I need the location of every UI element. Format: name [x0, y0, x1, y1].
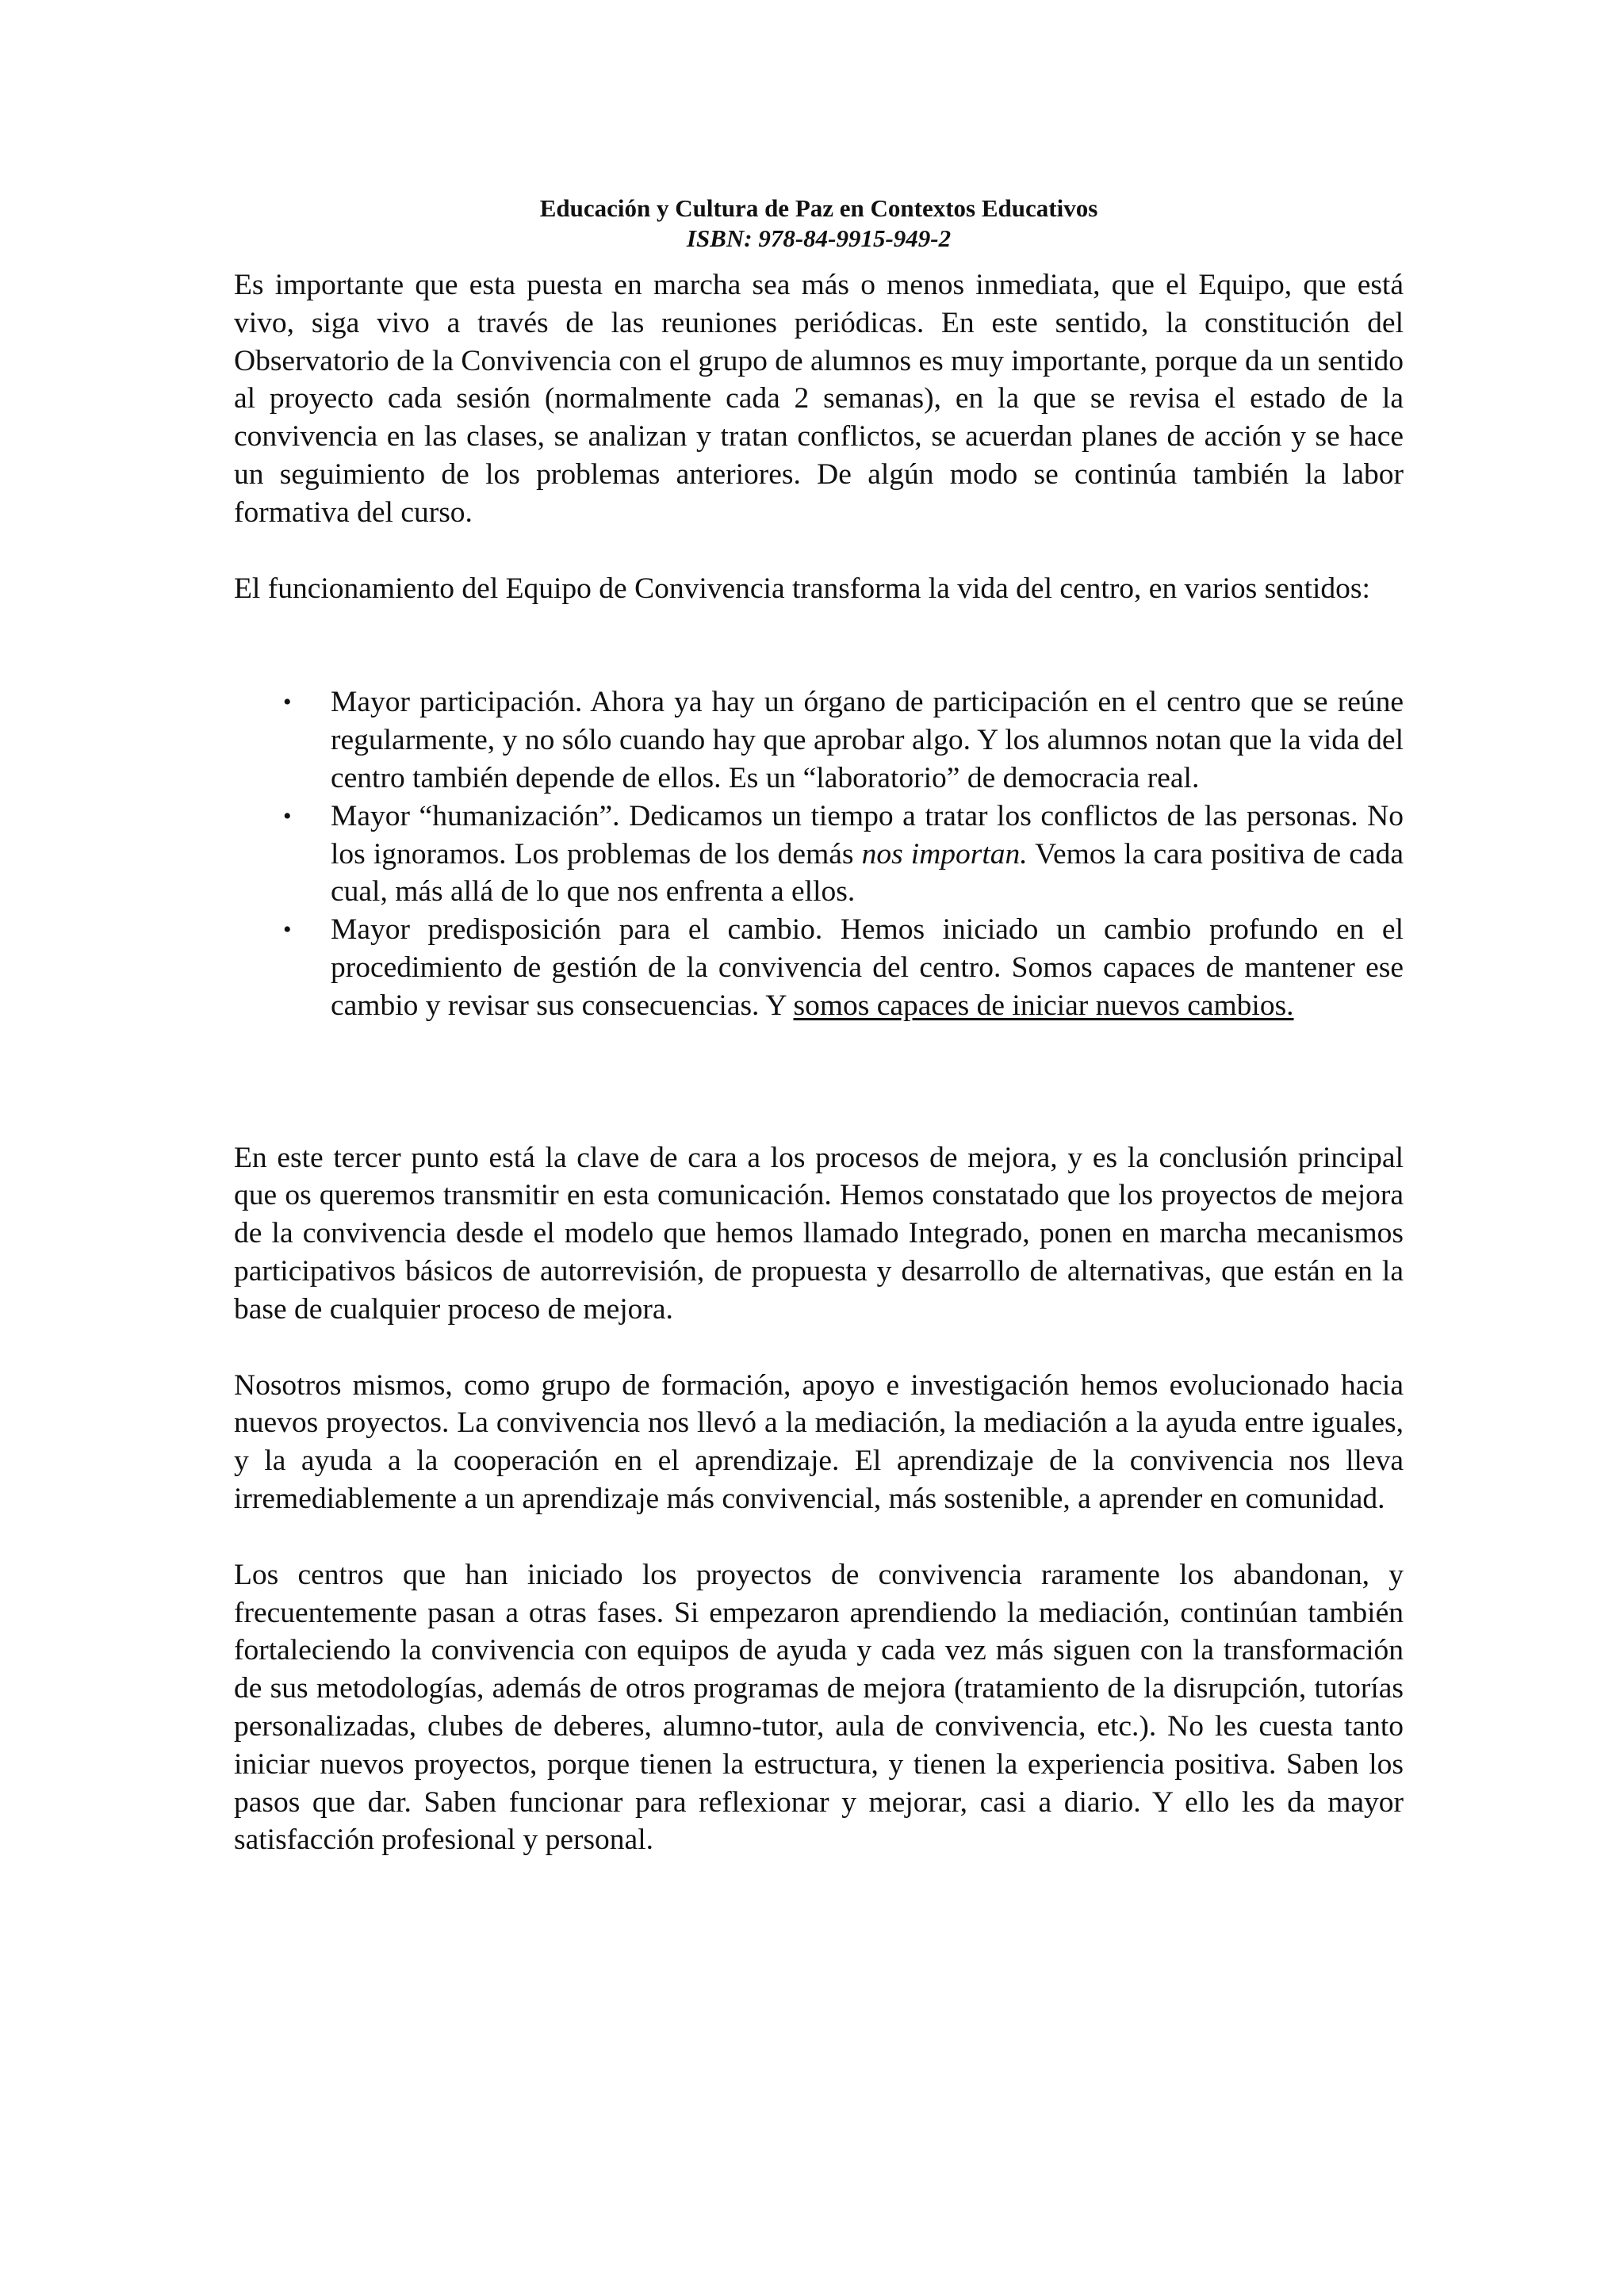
bullet-item-participation: [234, 683, 1404, 797]
bullet-list: [234, 683, 1404, 1024]
spacer: [234, 1518, 1404, 1556]
bullet-icon: •: [283, 802, 292, 829]
paragraph-1: Es importante que esta puesta en marcha sea más o menos inmediata, que el Equipo, que está vivo, siga vivo a través de las reuniones periódicas. En este sentido, la constitución del Observatorio de la Convivencia con el grupo de alumnos es muy importante, porque da un sentido al proyecto cada sesión (normalmente cada 2 semanas), en la que se revisa el estado de la convivencia en las clases, se analizan y tratan conflictos, se acuerdan planes de acción y se hace un seguimiento de los problemas anteriores. De algún modo se continúa también la labor formativa del curso.: [234, 269, 1404, 529]
header-isbn: ISBN: 978-84-9915-949-2: [686, 224, 952, 252]
bullet-text: Vemos la cara positiva de cada cual, más allá de lo que nos enfrenta a ellos.: [331, 837, 1404, 909]
bullet-text: Mayor participación. Ahora ya hay un órgano de participación en el centro que se reúne regularmente, y no sólo cuando hay que aprobar algo. Y los alumnos notan que la vida del centro también depende de ellos. Es un “laboratorio” de democracia real.: [331, 686, 1404, 794]
spacer: [234, 1025, 1404, 1139]
spacer: [234, 1329, 1404, 1367]
bullet-icon: •: [283, 689, 292, 716]
bullet-item-change: [234, 911, 1404, 1024]
paragraph-2: El funcionamiento del Equipo de Convivencia transforma la vida del centro, en varios sentidos:: [234, 572, 1370, 605]
paragraph-3: En este tercer punto está la clave de cara a los procesos de mejora, y es la conclusión principal que os queremos transmitir en esta comunicación. Hemos constatado que los proyectos de mejora de la convivencia desde el modelo que hemos llamado Integrado, ponen en marcha mecanismos participativos básicos de autorrevisión, de propuesta y desarrollo de alternativas, que están en la base de cualquier proceso de mejora.: [234, 1141, 1404, 1326]
bullet-icon: •: [283, 916, 292, 943]
header-title: Educación y Cultura de Paz en Contextos Educativos: [539, 194, 1098, 222]
paragraph-4: Nosotros mismos, como grupo de formación, apoyo e investigación hemos evolucionado hacia nuevos proyectos. La convivencia nos llevó a la mediación, la mediación a la ayuda entre iguales, y la ayuda a la cooperación en el aprendizaje. El aprendizaje de la convivencia nos lleva irremediablemente a un aprendizaje más convivencial, más sostenible, a aprender en comunidad.: [234, 1368, 1404, 1515]
spacer: [234, 645, 1404, 683]
body-text: [234, 266, 1404, 1859]
bullet-item-humanization: [234, 798, 1404, 911]
paragraph-5: Los centros que han iniciado los proyectos de convivencia raramente los abandonan, y frecuentemente pasan a otras fases. Si empezaron aprendiendo la mediación, continúan también fortaleciendo la convivencia con equipos de ayuda y cada vez más siguen con la transformación de sus metodologías, además de otros programas de mejora (tratamiento de la disrupción, tutorías personalizadas, clubes de deberes, alumno-tutor, aula de convivencia, etc.). No les cuesta tanto iniciar nuevos proyectos, porque tienen la estructura, y tienen la experiencia positiva. Saben los pasos que dar. Saben funcionar para reflexionar y mejorar, casi a diario. Y ello les da mayor satisfacción profesional y personal.: [234, 1558, 1404, 1857]
bullet-underlined-text: somos capaces de iniciar nuevos cambios.: [793, 989, 1294, 1022]
page-header: [234, 193, 1404, 254]
bullet-emphasis: nos importan.: [861, 837, 1028, 871]
bullet-text: Mayor “humanización”. Dedicamos un tiempo a tratar los conflictos de las personas. No los ignoramos. Los problemas de los demás: [331, 799, 1404, 871]
bullet-text: Mayor predisposición para el cambio. Hemos iniciado un cambio profundo en el procedimiento de gestión de la convivencia del centro. Somos capaces de mantener ese cambio y revisar sus consecuencias. Y: [331, 913, 1404, 1022]
